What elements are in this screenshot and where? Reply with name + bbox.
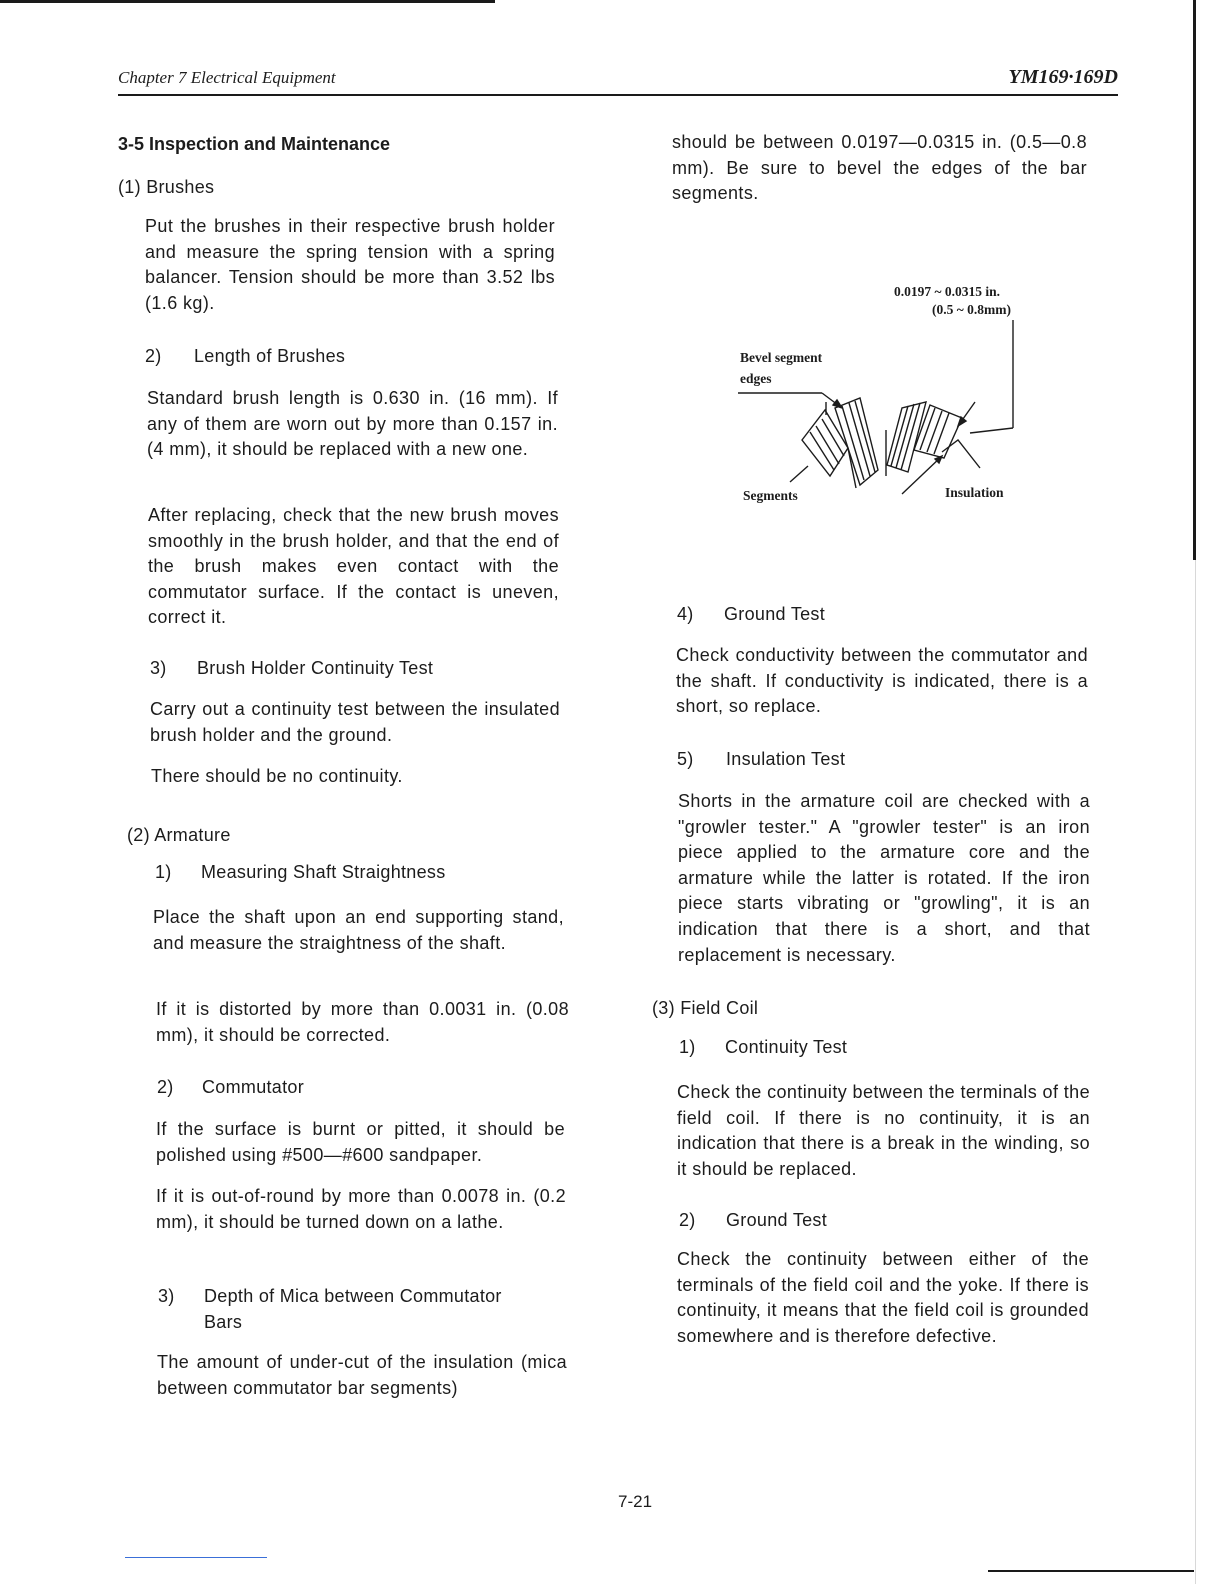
field-ground-test-paragraph: Check the continuity between either of the terminals of the field coil and the yoke. If there is continuity, it means that the field coil is grounded somewhere and is therefore defective.: [677, 1249, 1089, 1346]
insulation-test-heading: Insulation Test: [726, 749, 846, 769]
continuity-test-paragraph: Check the continuity between the terminals of the field coil. If there is no continuity, it is an indication that there is a break in the winding, so it should be replaced.: [677, 1082, 1090, 1179]
brush-holder-test-number: 3): [150, 658, 167, 678]
commutator-round-paragraph: If it is out-of-round by more than 0.0078 in. (0.2 mm), it should be turned down on a lathe.: [156, 1186, 566, 1232]
continuity-test-number: 1): [679, 1037, 696, 1057]
commutator-number: 2): [157, 1077, 174, 1097]
shaft-straightness-number: 1): [155, 862, 172, 882]
bevel-label-line2: edges: [740, 371, 772, 386]
dimension-label-mm: (0.5 ~ 0.8mm): [932, 302, 1012, 317]
segment-1: [802, 410, 848, 476]
continuity-test-heading: Continuity Test: [725, 1037, 848, 1057]
brush-length-heading: Length of Brushes: [194, 346, 346, 366]
page-header: [118, 66, 1118, 96]
right-scan-border-faint: [1195, 560, 1196, 1584]
bottom-left-mark: [125, 1557, 267, 1558]
ground-test-heading: Ground Test: [724, 604, 826, 624]
brush-replacement-paragraph: After replacing, check that the new brush moves smoothly in the brush holder, and that the end of the brush makes even contact with the commutator surface. If the contact is uneven, correct it.: [148, 505, 559, 628]
insulation-label: Insulation: [945, 485, 1004, 500]
section-title: 3-5 Inspection and Maintenance: [118, 134, 391, 154]
insulation-test-paragraph: Shorts in the armature coil are checked with a "growler tester." A "growler tester" is an iron piece applied to the armature core and the armature while the latter is rotated. If the iron piece starts vibrating or "growling", it is an indication that there is a short, and that replacement is necessary.: [678, 791, 1090, 965]
brushes-tension-paragraph: Put the brushes in their respective brush holder and measure the spring tension with a spring balancer. Tension should be more than 3.52 lbs (1.6 kg).: [145, 216, 555, 313]
mica-depth-number: 3): [158, 1286, 175, 1306]
right-scan-border: [1193, 0, 1196, 560]
commutator-polish-paragraph: If the surface is burnt or pitted, it should be polished using #500—#600 sandpaper.: [156, 1119, 565, 1165]
shaft-straightness-heading: Measuring Shaft Straightness: [201, 862, 446, 882]
brush-length-paragraph: Standard brush length is 0.630 in. (16 mm). If any of them are worn out by more than 0.157 in. (4 mm), it should be replaced with a new one.: [147, 388, 558, 460]
chapter-title: Chapter 7 Electrical Equipment: [118, 68, 336, 87]
insulation-leader: [902, 456, 942, 494]
ground-test-number: 4): [677, 604, 694, 624]
no-continuity-paragraph: There should be no continuity.: [151, 766, 403, 786]
field-ground-test-number: 2): [679, 1210, 696, 1230]
brush-holder-test-heading: Brush Holder Continuity Test: [197, 658, 434, 678]
insulation-wedge: [942, 440, 980, 468]
page-number: 7-21: [618, 1492, 653, 1511]
dimension-leader-foot: [970, 428, 1013, 433]
bevel-label-line1: Bevel segment: [740, 350, 823, 365]
bottom-right-mark: [988, 1570, 1194, 1572]
segments-label: Segments: [743, 488, 798, 503]
dimension-label-inches: 0.0197 ~ 0.0315 in.: [894, 284, 1001, 299]
field-ground-test-heading: Ground Test: [726, 1210, 828, 1230]
segments-leader: [790, 466, 808, 482]
mica-depth-heading-line2: Bars: [204, 1312, 243, 1332]
armature-heading: (2) Armature: [127, 825, 231, 845]
field-coil-heading: (3) Field Coil: [652, 998, 759, 1018]
mica-depth-continuation: should be between 0.0197—0.0315 in. (0.5—0.8 mm). Be sure to bevel the edges of the bar segments.: [672, 132, 1087, 204]
brush-holder-test-paragraph: Carry out a continuity test between the insulated brush holder and the ground.: [150, 699, 560, 745]
header-rule: [118, 94, 1118, 96]
shaft-distortion-paragraph: If it is distorted by more than 0.0031 in. (0.08 mm), it should be corrected.: [156, 999, 569, 1045]
mica-depth-heading-line1: Depth of Mica between Commutator: [204, 1286, 502, 1306]
shaft-straightness-paragraph: Place the shaft upon an end supporting stand, and measure the straightness of the shaft.: [153, 907, 564, 953]
ground-test-paragraph: Check conductivity between the commutator and the shaft. If conductivity is indicated, there is a short, so replace.: [676, 645, 1088, 717]
segment-4: [914, 405, 962, 458]
mica-undercut-paragraph: The amount of under-cut of the insulation (mica between commutator bar segments): [157, 1352, 567, 1398]
commutator-heading: Commutator: [202, 1077, 305, 1097]
commutator-undercut-diagram: [730, 280, 1050, 510]
model-number: YM169·169D: [1008, 66, 1118, 88]
insulation-test-number: 5): [677, 749, 694, 769]
top-scan-border: [0, 0, 495, 3]
segment-2: [835, 398, 878, 485]
brush-length-number: 2): [145, 346, 162, 366]
brushes-heading: (1) Brushes: [118, 177, 215, 197]
